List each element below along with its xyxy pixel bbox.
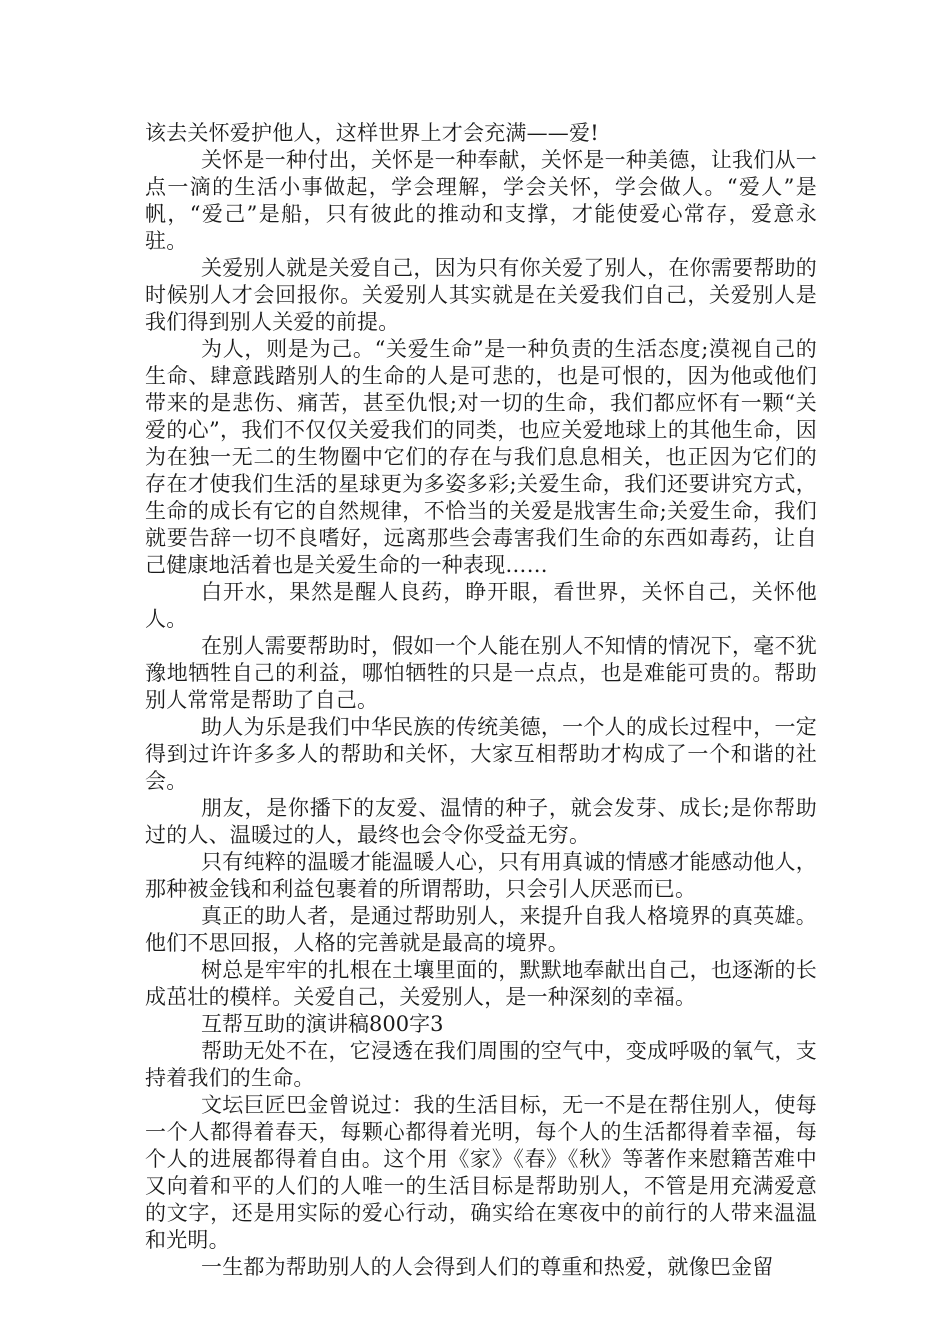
- paragraph-4: 为人，则是为己。“关爱生命”是一种负责的生活态度;漠视自己的生命、肆意践踏别人的生命的人是可悲的，也是可恨的，因为他或他们带来的是悲伤、痛苦，甚至仇恨;对一切的生命，我们都应怀有一颗“关爱的心”，我们不仅仅关爱我们的同类，也应关爱地球上的其他生命，因为在独一无二的生物圈中它们的存在与我们息息相关，也正因为它们的存在才使我们生活的星球更为多姿多彩;关爱生命，我们还要讲究方式，生命的成长有它的自然规律，不恰当的关爱是戕害生命;关爱生命，我们就要告辞一切不良嗜好，远离那些会毒害我们生命的东西如毒药，让自己健康地活着也是关爱生命的一种表现……: [145, 337, 817, 577]
- paragraph-9: 只有纯粹的温暖才能温暖人心，只有用真诚的情感才能感动他人，那种被金钱和利益包裹着的所谓帮助，只会引人厌恶而已。: [145, 850, 817, 901]
- paragraph-5: 白开水，果然是醒人良药，睁开眼，看世界，关怀自己，关怀他人。: [145, 580, 817, 631]
- paragraph-8: 朋友，是你播下的友爱、温情的种子，就会发芽、成长;是你帮助过的人、温暖过的人，最终也会令你受益无穷。: [145, 796, 817, 847]
- paragraph-12: 帮助无处不在，它浸透在我们周围的空气中，变成呼吸的氧气，支持着我们的生命。: [145, 1039, 817, 1090]
- section-heading: 互帮互助的演讲稿800字3: [201, 1012, 444, 1036]
- paragraph-11: 树总是牢牢的扎根在土壤里面的，默默地奉献出自己，也逐渐的长成茁壮的模样。关爱自己，关爱别人，是一种深刻的幸福。: [145, 958, 817, 1009]
- document-page: [145, 120, 817, 1281]
- paragraph-10: 真正的助人者，是通过帮助别人，来提升自我人格境界的真英雄。他们不思回报，人格的完善就是最高的境界。: [145, 904, 817, 955]
- paragraph-2: 关怀是一种付出，关怀是一种奉献，关怀是一种美德，让我们从一点一滴的生活小事做起，学会理解，学会关怀，学会做人。“爱人”是帆，“爱己”是船，只有彼此的推动和支撑，才能使爱心常存，爱意永驻。: [145, 148, 817, 253]
- paragraph-3: 关爱别人就是关爱自己，因为只有你关爱了别人，在你需要帮助的时候别人才会回报你。关爱别人其实就是在关爱我们自己，关爱别人是我们得到别人关爱的前提。: [145, 256, 817, 334]
- paragraph-7: 助人为乐是我们中华民族的传统美德，一个人的成长过程中，一定得到过许许多多人的帮助和关怀，大家互相帮助才构成了一个和谐的社会。: [145, 715, 817, 793]
- paragraph-1: 该去关怀爱护他人，这样世界上才会充满——爱!: [145, 121, 599, 145]
- paragraph-13: 文坛巨匠巴金曾说过：我的生活目标，无一不是在帮住别人，使每一个人都得着春天，每颗心都得着光明，每个人的生活都得着幸福，每个人的进展都得着自由。这个用《家》《春》《秋》等著作来慰籍苦难中又向着和平的人们的人唯一的生活目标是帮助别人，不管是用充满爱意的文字，还是用实际的爱心行动，确实给在寒夜中的前行的人带来温温和光明。: [145, 1093, 817, 1252]
- paragraph-6: 在别人需要帮助时，假如一个人能在别人不知情的情况下，毫不犹豫地牺牲自己的利益，哪怕牺牲的只是一点点，也是难能可贵的。帮助别人常常是帮助了自己。: [145, 634, 817, 712]
- paragraph-14: 一生都为帮助别人的人会得到人们的尊重和热爱，就像巴金留: [201, 1255, 774, 1279]
